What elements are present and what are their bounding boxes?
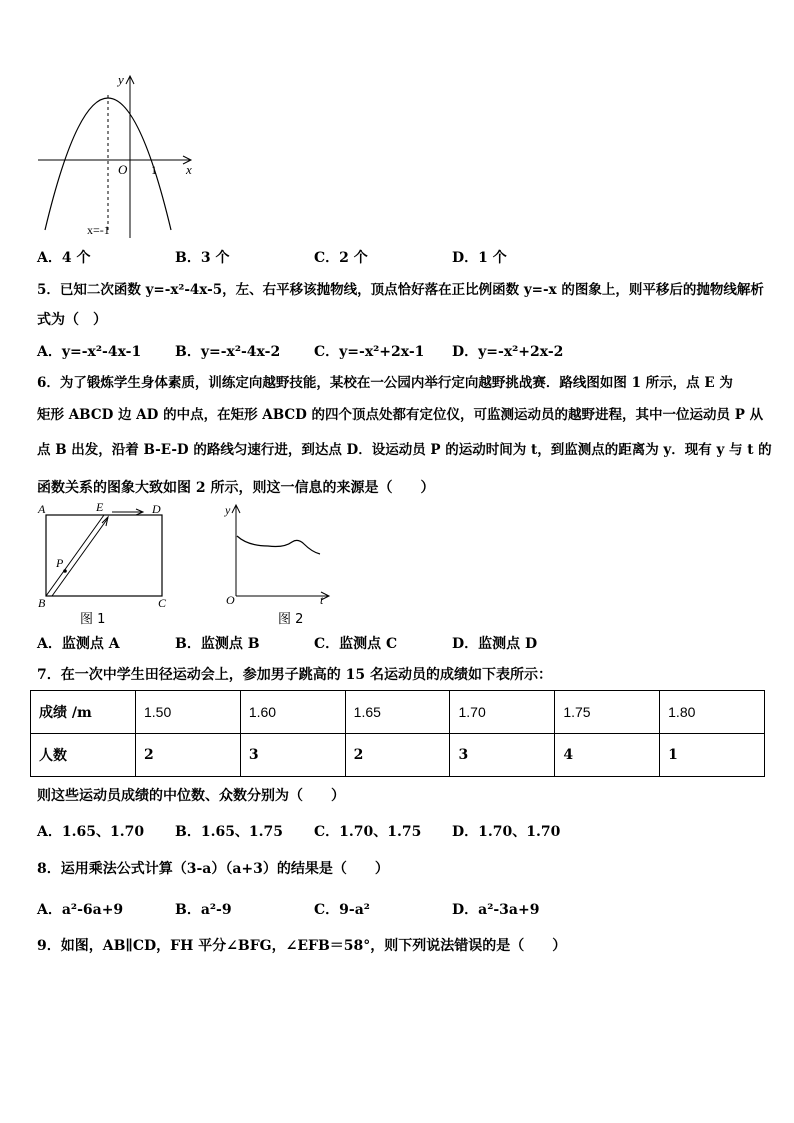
- q6-figure-2: [220, 500, 340, 630]
- q6-stem-line4: 函数关系的图象大致如图 2 所示，则这一信息的来源是（ ）: [37, 480, 435, 496]
- table-cell-score: 1.65: [345, 691, 450, 734]
- q6-options: [37, 634, 777, 654]
- q6-stem-line3: 点 B 出发，沿着 B-E-D 的路线匀速行进，到达点 D．设运动员 P 的运动时间为 t，到监测点的距离为 y．现有 y 与 t 的: [37, 442, 772, 458]
- table-cell-count: 2: [136, 734, 241, 777]
- fig1-label-a: A: [38, 502, 46, 516]
- q7-options: [37, 822, 777, 842]
- q8-options: [37, 900, 777, 920]
- q5-options: [37, 342, 777, 362]
- table-count-label: 人数: [31, 734, 136, 777]
- runner-p-dot: [63, 569, 67, 573]
- q6-option-a[interactable]: A．监测点 A: [37, 636, 120, 652]
- q8-option-d[interactable]: D．a²-3a+9: [452, 902, 540, 918]
- q7-option-d[interactable]: D．1.70、1.70: [452, 824, 561, 840]
- q5-option-b[interactable]: B．y=-x²-4x-2: [175, 344, 281, 360]
- parabola-y-label: y: [118, 72, 124, 87]
- table-cell-count: 1: [660, 734, 765, 777]
- q6-option-d[interactable]: D．监测点 D: [452, 636, 538, 652]
- q5-stem-line2: 式为（ ）: [37, 312, 107, 328]
- q7-option-b[interactable]: B．1.65、1.75: [175, 824, 284, 840]
- q8-option-a[interactable]: A．a²-6a+9: [37, 902, 124, 918]
- table-cell-score: 1.75: [555, 691, 660, 734]
- q6-stem-line1: 6．为了锻炼学生身体素质，训练定向越野技能，某校在一公园内举行定向越野挑战赛．路线图如图 1 所示，点 E 为: [37, 375, 733, 391]
- parabola-one-label: 1: [151, 163, 157, 177]
- q7-score-table: [30, 690, 765, 777]
- table-cell-score: 1.50: [136, 691, 241, 734]
- q7-stem-line2: 则这些运动员成绩的中位数、众数分别为（ ）: [37, 788, 345, 804]
- q6-option-c[interactable]: C．监测点 C: [314, 636, 398, 652]
- q4-options: [37, 248, 777, 268]
- q4-option-c[interactable]: C．2 个: [314, 250, 368, 266]
- fig1-label-b: B: [38, 596, 46, 610]
- q4-option-d[interactable]: D．1 个: [452, 250, 507, 266]
- fig1-label-p: P: [56, 556, 64, 570]
- q8-option-b[interactable]: B．a²-9: [175, 902, 232, 918]
- parabola-axis-line-label: x=-1: [87, 223, 110, 237]
- table-cell-count: 4: [555, 734, 660, 777]
- fig1-label-d: D: [152, 502, 161, 516]
- table-header-label: 成绩 /m: [31, 691, 136, 734]
- path-b-to-e: [46, 515, 104, 596]
- parabola-figure: [30, 70, 205, 240]
- q4-option-a[interactable]: A．4 个: [37, 250, 91, 266]
- table-cell-count: 3: [240, 734, 345, 777]
- fig1-label-c: C: [158, 596, 167, 610]
- fig2-label-o: O: [226, 593, 235, 607]
- table-cell-count: 2: [345, 734, 450, 777]
- q5-option-d[interactable]: D．y=-x²+2x-2: [452, 344, 564, 360]
- table-cell-score: 1.70: [450, 691, 555, 734]
- table-cell-score: 1.60: [240, 691, 345, 734]
- q8-option-c[interactable]: C．9-a²: [314, 902, 370, 918]
- q5-option-a[interactable]: A．y=-x²-4x-1: [37, 344, 142, 360]
- table-cell-score: 1.80: [660, 691, 765, 734]
- q5-stem-line1: 5．已知二次函数 y=-x²-4x-5，左、右平移该抛物线，顶点恰好落在正比例函数 y=-x 的图象上，则平移后的抛物线解析: [37, 282, 764, 298]
- q5-option-c[interactable]: C．y=-x²+2x-1: [314, 344, 425, 360]
- fig2-label-y: y: [225, 503, 231, 517]
- table-cell-count: 3: [450, 734, 555, 777]
- table-row-scores: [31, 691, 765, 734]
- fig1-label-e: E: [96, 500, 104, 514]
- parabola-x-label: x: [186, 162, 192, 177]
- fig2-caption: 图 2: [278, 612, 304, 627]
- table-row-counts: [31, 734, 765, 777]
- q6-figure-1: [32, 500, 182, 630]
- q8-stem-line1: 8．运用乘法公式计算（3-a）（a+3）的结果是（ ）: [37, 861, 389, 877]
- q9-stem-line1: 9．如图，AB∥CD，FH 平分∠BFG，∠EFB＝58°，则下列说法错误的是（ ）: [37, 938, 567, 954]
- q7-option-c[interactable]: C．1.70、1.75: [314, 824, 422, 840]
- q6-stem-line2: 矩形 ABCD 边 AD 的中点，在矩形 ABCD 的四个顶点处都有定位仪，可监测运动员的越野进程，其中一位运动员 P 从: [37, 407, 764, 423]
- parabola-origin-label: O: [118, 162, 128, 177]
- rectangle-abcd: [46, 515, 162, 596]
- fig2-curve: [237, 536, 320, 554]
- q6-option-b[interactable]: B．监测点 B: [175, 636, 260, 652]
- fig2-label-t: t: [320, 593, 324, 607]
- q4-option-b[interactable]: B．3 个: [175, 250, 230, 266]
- q7-stem-line1: 7．在一次中学生田径运动会上，参加男子跳高的 15 名运动员的成绩如下表所示：: [37, 667, 552, 683]
- q7-option-a[interactable]: A．1.65、1.70: [37, 824, 145, 840]
- fig1-caption: 图 1: [80, 612, 106, 627]
